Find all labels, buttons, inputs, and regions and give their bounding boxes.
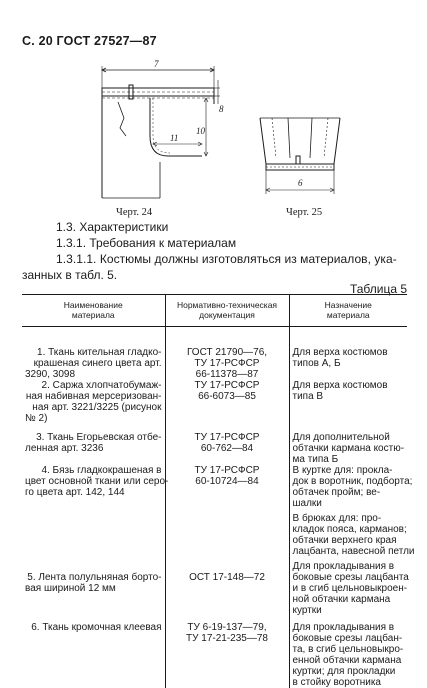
table-caption: Таблица 5 xyxy=(349,282,407,296)
material-doc: ГОСТ 21790—76, ТУ 17-РСФСР 66-11378—87 xyxy=(165,347,289,380)
paragraph-line-1: 1.3.1.1. Костюмы должны изготовляться из материалов, ука- xyxy=(56,252,397,266)
table-row xyxy=(22,327,407,347)
materials-table xyxy=(22,294,415,688)
material-purpose: Для дополнительной обтачки кармана костю- ма типа Б xyxy=(289,424,407,465)
table-row xyxy=(22,616,407,688)
material-purpose: Для прокладывания в боковые срезы лацбан- та, в сгиб цельновыкро- енной обтачки кармана куртки; для прокладки в стойку воротника xyxy=(289,616,407,688)
material-doc: ТУ 6-19-137—79, ТУ 17-21-235—78 xyxy=(165,616,289,688)
material-purpose: Для прокладывания в боковые срезы лацбанта и в сгиб цельновыкроен- ной обтачки кармана куртки xyxy=(289,557,407,616)
material-doc: ОСТ 17-148—72 xyxy=(165,557,289,616)
figure-25-drawing xyxy=(250,108,350,204)
material-name: 2. Саржа хлопчатобумаж- ная набивная мерсеризован- ная арт. 3221/3225 (рисунок № 2) xyxy=(25,379,162,424)
table-row xyxy=(22,465,407,557)
header-material-name: Наименование материала xyxy=(22,295,165,327)
table-row xyxy=(22,380,407,424)
section-heading: 1.3. Характеристики xyxy=(56,220,169,234)
fig24-dim-depth: 11 xyxy=(170,133,179,143)
material-purpose: Для верха костюмов типов А, Б xyxy=(289,347,407,380)
figure-24-drawing xyxy=(90,58,225,208)
fig24-dim-height: 10 xyxy=(196,126,205,136)
figure-24-caption: Черт. 24 xyxy=(116,207,153,218)
fig24-dim-width: 7 xyxy=(154,59,159,69)
material-purpose: Для верха костюмов типа В xyxy=(289,380,407,424)
table-row xyxy=(22,557,407,616)
table-row xyxy=(22,424,407,465)
header-purpose: Назначение материала xyxy=(289,295,407,327)
material-name: 3. Ткань Егорьевская отбе- ленная арт. 3236 xyxy=(25,431,162,454)
material-name: 5. Лента полульняная борто- вая шириной 12 мм xyxy=(25,571,162,594)
paragraph-line-2: занных в табл. 5. xyxy=(22,268,118,282)
table-row xyxy=(22,347,407,380)
fig25-dim-bottom: 6 xyxy=(298,178,303,188)
material-doc: ТУ 17-РСФСР 60-762—84 xyxy=(165,424,289,465)
page-header: С. 20 ГОСТ 27527—87 xyxy=(22,34,157,48)
material-name: 1. Ткань кительная гладко- крашеная синего цвета арт. 3290, 3098 xyxy=(25,346,162,380)
fig24-dim-top: 8 xyxy=(219,104,224,114)
material-name: 6. Ткань кромочная клеевая xyxy=(31,621,162,633)
material-name: 4. Бязь гладкокрашеная в цвет основной ткани или серо- го цвета арт. 142, 144 xyxy=(25,464,169,498)
material-doc: ТУ 17-РСФСР 60-10724—84 xyxy=(165,465,289,557)
subsection-heading: 1.3.1. Требования к материалам xyxy=(56,236,237,250)
figure-25-caption: Черт. 25 xyxy=(286,207,323,218)
header-normative-doc: Нормативно-техническая документация xyxy=(165,295,289,327)
material-purpose: В куртке для: прокла- док в воротник, подборта; обтачек пройм; ве- шалки В брюках для: про- кладок пояса, карманов; обтачки верхнего края лацбанта, навесной петли xyxy=(289,465,407,557)
material-doc: ТУ 17-РСФСР 66-6073—85 xyxy=(165,380,289,424)
